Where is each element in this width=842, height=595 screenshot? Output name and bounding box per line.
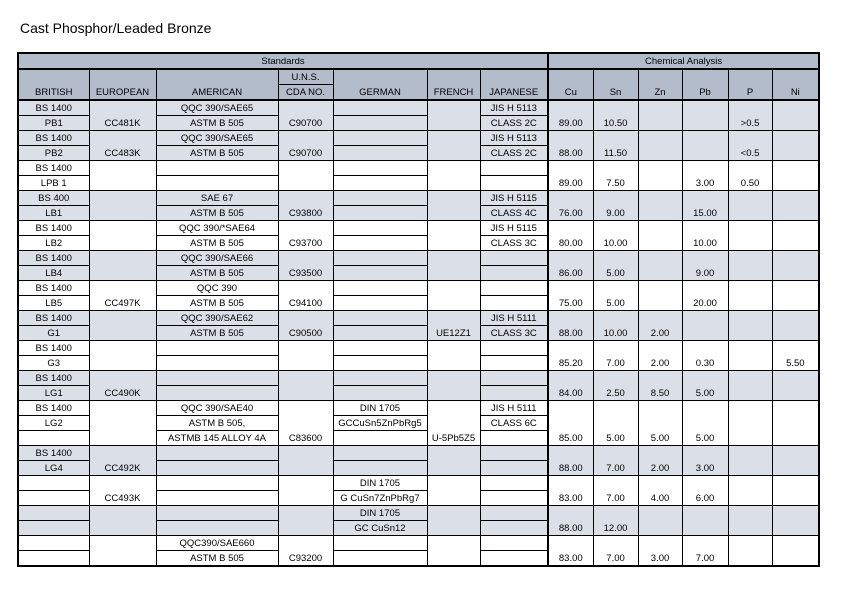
column-header-row [18,85,819,101]
japanese-spec [480,461,548,476]
american-spec [156,461,278,476]
british-designation: BS 1400 [18,311,89,326]
french-spec [427,221,480,251]
cu-value: 86.00 [548,251,593,281]
pb-value: 20.00 [682,281,728,311]
pb-value: 10.00 [682,221,728,251]
german-spec [333,431,427,446]
japanese-spec [480,341,548,356]
european-code: CC497K [89,281,156,311]
zn-value [638,131,682,161]
european-code: CC483K [89,131,156,161]
german-spec [333,131,427,146]
american-spec: QQC 390 [156,281,278,296]
american-spec: ASTM B 505 [156,116,278,131]
p-value [728,446,772,476]
cda-number [278,506,333,536]
british-designation: BS 1400 [18,371,89,386]
american-spec: ASTMB 145 ALLOY 4A [156,431,278,446]
german-spec [333,251,427,266]
cu-value: 88.00 [548,446,593,476]
cda-number [278,476,333,506]
table-row [18,161,819,191]
japanese-spec: JIS H 5111 [480,401,548,416]
american-spec [156,356,278,371]
german-spec [333,100,427,116]
sn-value: 7.00 [593,536,638,567]
german-spec: G CuSn7ZnPbRg7 [333,491,427,506]
sn-value: 9.00 [593,191,638,221]
table-row [18,536,819,567]
european-code [89,341,156,371]
french-spec [427,536,480,567]
german-spec [333,371,427,386]
cu-value: 88.00 [548,506,593,536]
german-spec [333,236,427,251]
french-spec [427,371,480,401]
european-code: CC490K [89,371,156,401]
japanese-spec [480,251,548,266]
cu-value: 85.00 [548,401,593,446]
ni-value [772,191,819,221]
zn-value: 5.00 [638,401,682,446]
sn-value: 11.50 [593,131,638,161]
standards-header: Standards [18,53,548,69]
zn-value [638,161,682,191]
german-spec [333,161,427,176]
japanese-spec [480,281,548,296]
british-designation: PB1 [18,116,89,131]
table-row [18,221,819,251]
table-row [18,341,819,371]
american-spec [156,161,278,176]
british-designation: BS 1400 [18,251,89,266]
p-value [728,341,772,371]
pb-value: 15.00 [682,191,728,221]
european-code: CC492K [89,446,156,476]
german-spec [333,176,427,191]
german-spec [333,536,427,551]
american-spec [156,446,278,461]
american-spec [156,506,278,521]
british-designation: BS 1400 [18,401,89,416]
col-ni: Ni [772,85,819,101]
european-code: CC493K [89,476,156,506]
american-spec: ASTM B 505 [156,326,278,341]
col-british: BRITISH [18,85,89,101]
french-spec [427,446,480,476]
german-spec [333,191,427,206]
german-spec: GCCuSn5ZnPbRg5 [333,416,427,431]
german-spec: DIN 1705 [333,401,427,416]
table-row [18,401,819,446]
british-designation [18,476,89,491]
french-spec: UE12Z1 [427,311,480,341]
french-spec [427,161,480,191]
pb-value: 3.00 [682,446,728,476]
col-cda: CDA NO. [278,85,333,101]
american-spec: ASTM B 505 [156,266,278,281]
german-spec [333,266,427,281]
p-value [728,221,772,251]
cu-value: 76.00 [548,191,593,221]
p-value [728,401,772,446]
american-spec: ASTM B 505 [156,146,278,161]
american-spec: ASTM B 505 [156,296,278,311]
ni-value [772,476,819,506]
cda-number: C93700 [278,221,333,251]
cu-value: 88.00 [548,311,593,341]
p-value [728,281,772,311]
ni-value [772,506,819,536]
british-designation [18,431,89,446]
cu-value: 89.00 [548,100,593,131]
zn-value: 2.00 [638,446,682,476]
standards-table [17,52,820,567]
british-designation: LG2 [18,416,89,431]
pb-value [682,311,728,341]
german-spec: DIN 1705 [333,476,427,491]
p-value: 0.50 [728,161,772,191]
german-spec [333,281,427,296]
french-spec [427,506,480,536]
zn-value [638,221,682,251]
japanese-spec [480,491,548,506]
p-value [728,371,772,401]
british-designation: BS 1400 [18,161,89,176]
col-german: GERMAN [333,85,427,101]
pb-value: 5.00 [682,401,728,446]
zn-value [638,100,682,131]
japanese-spec [480,536,548,551]
japanese-spec: CLASS 4C [480,206,548,221]
american-spec: QQC 390/SAE62 [156,311,278,326]
american-spec [156,176,278,191]
american-spec [156,341,278,356]
zn-value [638,191,682,221]
p-value [728,536,772,567]
japanese-spec: CLASS 2C [480,146,548,161]
german-spec [333,356,427,371]
cda-number: C94100 [278,281,333,311]
german-spec [333,311,427,326]
cu-value: 85.20 [548,341,593,371]
french-spec [427,191,480,221]
cda-number: C93800 [278,191,333,221]
british-designation: BS 1400 [18,341,89,356]
american-spec [156,386,278,401]
british-designation: LPB 1 [18,176,89,191]
american-spec: SAE 67 [156,191,278,206]
ni-value [772,100,819,131]
sn-value: 5.00 [593,251,638,281]
german-spec [333,146,427,161]
zn-value: 2.00 [638,311,682,341]
sn-value: 5.00 [593,401,638,446]
japanese-spec: JIS H 5113 [480,131,548,146]
cu-value: 83.00 [548,476,593,506]
zn-value [638,251,682,281]
cda-number: C93200 [278,536,333,567]
cda-number: C90700 [278,100,333,131]
cda-number: C83600 [278,401,333,446]
cda-number: C90500 [278,311,333,341]
french-spec [427,100,480,131]
cda-number [278,341,333,371]
cu-value: 84.00 [548,371,593,401]
french-spec: U-5Pb5Z5 [427,401,480,446]
ni-value [772,131,819,161]
col-cu: Cu [548,85,593,101]
japanese-spec [480,356,548,371]
european-code: CC481K [89,100,156,131]
ni-value [772,401,819,446]
japanese-spec [480,551,548,567]
british-designation: LG4 [18,461,89,476]
japanese-spec: CLASS 2C [480,116,548,131]
col-japanese: JAPANESE [480,85,548,101]
cu-value: 83.00 [548,536,593,567]
german-spec [333,116,427,131]
american-spec: QQC 390/SAE65 [156,100,278,116]
british-designation [18,521,89,536]
zn-value: 3.00 [638,536,682,567]
pb-value: 3.00 [682,161,728,191]
japanese-spec: CLASS 3C [480,326,548,341]
cda-number [278,446,333,476]
cu-value: 88.00 [548,131,593,161]
pb-value: 7.00 [682,536,728,567]
page-title: Cast Phosphor/Leaded Bronze [20,20,212,36]
sn-value: 7.50 [593,161,638,191]
british-designation: LG1 [18,386,89,401]
cda-number: C90700 [278,131,333,161]
british-designation: BS 1400 [18,100,89,116]
ni-value [772,371,819,401]
british-designation [18,551,89,567]
table-row [18,476,819,506]
american-spec: ASTM B 505 [156,551,278,567]
british-designation: LB4 [18,266,89,281]
table-row [18,281,819,311]
british-designation: LB5 [18,296,89,311]
ni-value [772,251,819,281]
german-spec [333,446,427,461]
table-row [18,371,819,401]
sn-value: 5.00 [593,281,638,311]
col-pb: Pb [682,85,728,101]
col-p: P [728,85,772,101]
german-spec [333,221,427,236]
ni-value [772,536,819,567]
japanese-spec [480,371,548,386]
table-row [18,131,819,161]
european-code [89,161,156,191]
french-spec [427,341,480,371]
japanese-spec [480,476,548,491]
american-spec: QQC390/SAE660 [156,536,278,551]
european-code [89,221,156,251]
british-designation: BS 400 [18,191,89,206]
pb-value [682,131,728,161]
cu-value: 80.00 [548,221,593,251]
german-spec: DIN 1705 [333,506,427,521]
american-spec: QQC 390/SAE40 [156,401,278,416]
british-designation: G3 [18,356,89,371]
pb-value [682,506,728,536]
british-designation: PB2 [18,146,89,161]
col-european: EUROPEAN [89,85,156,101]
british-designation: BS 1400 [18,131,89,146]
british-designation: BS 1400 [18,281,89,296]
col-sn: Sn [593,85,638,101]
japanese-spec [480,266,548,281]
sn-value: 2.50 [593,371,638,401]
zn-value [638,506,682,536]
pb-value: 6.00 [682,476,728,506]
french-spec [427,251,480,281]
british-designation [18,536,89,551]
sn-value: 10.50 [593,100,638,131]
japanese-spec: JIS H 5115 [480,191,548,206]
british-designation: BS 1400 [18,446,89,461]
pb-value [682,100,728,131]
american-spec [156,491,278,506]
col-american: AMERICAN [156,85,278,101]
japanese-spec [480,446,548,461]
chemical-analysis-header: Chemical Analysis [548,53,819,69]
sn-value: 7.00 [593,446,638,476]
sn-value: 12.00 [593,506,638,536]
table-row [18,100,819,131]
zn-value: 4.00 [638,476,682,506]
british-designation: BS 1400 [18,221,89,236]
japanese-spec: CLASS 3C [480,236,548,251]
sn-value: 7.00 [593,341,638,371]
japanese-spec [480,296,548,311]
p-value [728,251,772,281]
british-designation [18,506,89,521]
japanese-spec [480,386,548,401]
american-spec [156,371,278,386]
cda-number: C93500 [278,251,333,281]
european-code [89,506,156,536]
japanese-spec [480,431,548,446]
british-designation: LB1 [18,206,89,221]
sn-value: 10.00 [593,311,638,341]
header-group-row [18,53,819,69]
header-sub-row [18,69,819,85]
table-row [18,191,819,221]
french-spec [427,131,480,161]
ni-value [772,446,819,476]
american-spec: QQC 390/*SAE64 [156,221,278,236]
sn-value: 7.00 [593,476,638,506]
european-code [89,191,156,221]
german-spec [333,551,427,567]
german-spec [333,326,427,341]
cda-number [278,371,333,401]
japanese-spec: JIS H 5111 [480,311,548,326]
american-spec [156,476,278,491]
french-spec [427,281,480,311]
p-value [728,476,772,506]
ni-value [772,281,819,311]
japanese-spec [480,161,548,176]
german-spec [333,341,427,356]
table-row [18,446,819,476]
european-code [89,311,156,341]
japanese-spec: JIS H 5113 [480,100,548,116]
p-value [728,191,772,221]
p-value [728,311,772,341]
european-code [89,536,156,567]
table-row [18,251,819,281]
uns-header: U.N.S. [278,69,333,85]
cu-value: 89.00 [548,161,593,191]
japanese-spec [480,176,548,191]
european-code [89,401,156,446]
japanese-spec [480,506,548,521]
zn-value: 8.50 [638,371,682,401]
p-value [728,506,772,536]
german-spec [333,296,427,311]
ni-value: 5.50 [772,341,819,371]
zn-value: 2.00 [638,341,682,371]
cda-number [278,161,333,191]
zn-value [638,281,682,311]
american-spec: QQC 390/SAE65 [156,131,278,146]
american-spec: ASTM B 505, [156,416,278,431]
german-spec [333,206,427,221]
p-value: <0.5 [728,131,772,161]
table-row [18,311,819,341]
ni-value [772,221,819,251]
ni-value [772,311,819,341]
american-spec: QQC 390/SAE66 [156,251,278,266]
ni-value [772,161,819,191]
pb-value: 5.00 [682,371,728,401]
pb-value: 0.30 [682,341,728,371]
german-spec [333,461,427,476]
sn-value: 10.00 [593,221,638,251]
japanese-spec: JIS H 5115 [480,221,548,236]
table-row [18,506,819,536]
p-value: >0.5 [728,100,772,131]
american-spec: ASTM B 505 [156,236,278,251]
cu-value: 75.00 [548,281,593,311]
american-spec: ASTM B 505 [156,206,278,221]
american-spec [156,521,278,536]
german-spec: GC CuSn12 [333,521,427,536]
col-french: FRENCH [427,85,480,101]
german-spec [333,386,427,401]
british-designation: LB2 [18,236,89,251]
french-spec [427,476,480,506]
european-code [89,251,156,281]
col-zn: Zn [638,85,682,101]
japanese-spec [480,521,548,536]
british-designation [18,491,89,506]
pb-value: 9.00 [682,251,728,281]
british-designation: G1 [18,326,89,341]
japanese-spec: CLASS 6C [480,416,548,431]
